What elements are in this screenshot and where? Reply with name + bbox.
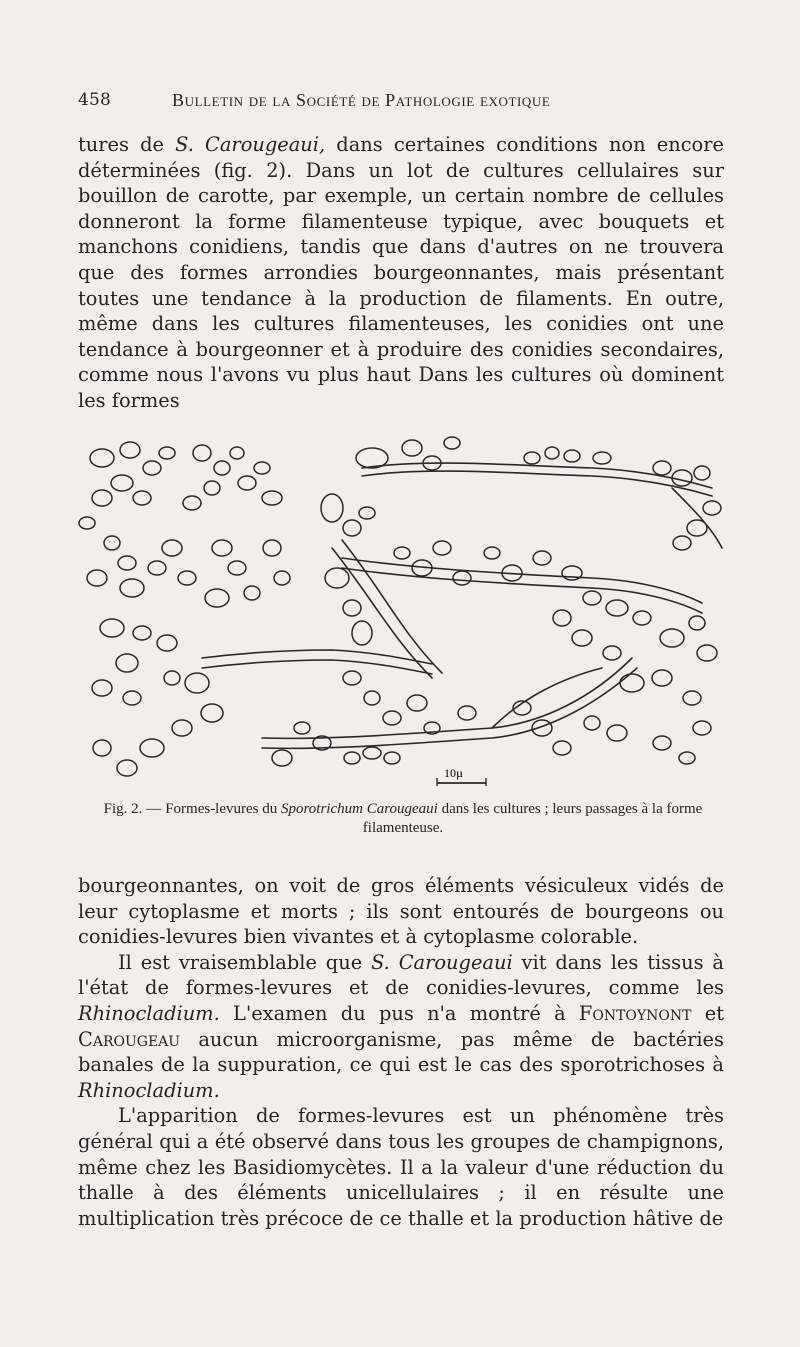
yeast-cell <box>93 740 111 756</box>
yeast-cell <box>343 520 361 536</box>
yeast-cell <box>178 571 196 585</box>
yeast-cell <box>703 501 721 515</box>
yeast-cell <box>244 586 260 600</box>
yeast-cell <box>453 571 471 585</box>
yeast-cell <box>533 551 551 565</box>
yeast-cell <box>111 475 133 491</box>
yeast-cell <box>133 491 151 505</box>
yeast-cell <box>263 540 281 556</box>
yeast-cell <box>254 462 270 474</box>
yeast-cell <box>603 646 621 660</box>
yeast-cell <box>120 579 144 597</box>
hypha <box>342 558 702 603</box>
yeast-cell <box>92 490 112 506</box>
yeast-cell <box>205 589 229 607</box>
caption-label: Fig. 2. — <box>103 801 162 817</box>
yeast-cell <box>325 568 349 588</box>
yeast-cell <box>359 507 375 519</box>
yeast-cell <box>183 496 201 510</box>
yeast-cell <box>553 610 571 626</box>
yeast-cell <box>364 691 380 705</box>
paragraph: bourgeonnantes, on voit de gros éléments vésiculeux vidés de leur cytoplasme et morts ; ils sont entourés de bourgeons ou conidies-levures bien vivantes et à cytoplasme colorable. <box>78 874 724 949</box>
yeast-cell <box>484 547 500 559</box>
scale-bar <box>437 766 486 786</box>
yeast-cell <box>228 561 246 575</box>
yeast-cell <box>356 448 388 468</box>
body-text-bottom <box>78 873 724 1231</box>
yeast-cell <box>193 445 211 461</box>
yeast-cell <box>162 540 182 556</box>
page-number: 458 <box>78 90 112 110</box>
yeast-cell <box>679 752 695 764</box>
body-text-top <box>78 132 724 414</box>
yeast-cell <box>620 674 644 692</box>
journal-title: Bulletin de la Société de Pathologie exotique <box>172 90 551 110</box>
hypha <box>202 650 432 664</box>
yeast-cell <box>693 721 711 735</box>
hypha <box>342 540 442 673</box>
yeast-cell <box>593 452 611 464</box>
hypha <box>332 548 432 678</box>
yeast-cell <box>607 725 627 741</box>
yeast-cell <box>133 626 151 640</box>
species-name: S. Carougeaui, <box>175 133 326 156</box>
yeast-cell <box>653 736 671 750</box>
yeast-cell <box>274 571 290 585</box>
author-name: Carougeau <box>78 1027 181 1051</box>
yeast-cell <box>394 547 410 559</box>
paragraph: tures de S. Carougeaui, dans certaines conditions non encore déterminées (fig. 2). Dans un lot de cultures cellulaires sur bouillon de carotte, par exemple, un certain nombre de cellules donneront la forme filamenteuse typique, avec bouquets et manchons conidiens, tandis que dans d'autres on ne trouvera que des formes arrondies bourgeonnantes, mais présentant toutes une tendance à la production de filaments. En outre, même dans les cultures filamenteuses, les conidies ont une tendance à bourgeonner et à produire des conidies secondaires, comme nous l'avons vu plus haut Dans les cultures où dominent les formes <box>78 133 724 412</box>
yeast-cell <box>433 541 451 555</box>
yeast-cell <box>172 720 192 736</box>
yeast-cell <box>321 494 343 522</box>
yeast-cell <box>123 691 141 705</box>
yeast-cell <box>545 447 559 459</box>
yeast-cell <box>694 466 710 480</box>
yeast-cell <box>697 645 717 661</box>
yeast-cell <box>384 752 400 764</box>
yeast-cell <box>201 704 223 722</box>
yeast-cell <box>532 720 552 736</box>
yeast-cell <box>100 619 124 637</box>
yeast-cell <box>633 611 651 625</box>
paragraph: L'apparition de formes-levures est un phénomène très général qui a été observé dans tous les groupes de champignons, même chez les Basidiomycètes. Il a la valeur d'une réduction du thalle à des éléments unicellulaires ; il en résulte une multiplication très précoce de ce thalle et la production hâtive de <box>78 1104 724 1230</box>
yeast-cell <box>87 570 107 586</box>
yeast-cell <box>238 476 256 490</box>
yeast-cell <box>562 566 582 580</box>
figure-2 <box>72 428 732 798</box>
yeast-cell <box>583 591 601 605</box>
yeast-cell <box>689 616 705 630</box>
yeast-cell <box>553 741 571 755</box>
yeast-cell <box>564 450 580 462</box>
yeast-cell <box>185 673 209 693</box>
yeast-cell <box>90 449 114 467</box>
yeast-cell <box>458 706 476 720</box>
yeast-cell <box>363 747 381 759</box>
yeast-cell <box>104 536 120 550</box>
yeast-cell <box>343 671 361 685</box>
yeast-cell <box>383 711 401 725</box>
yeast-cell <box>120 442 140 458</box>
yeast-cell <box>344 752 360 764</box>
yeast-cell <box>572 630 592 646</box>
figure-illustration <box>72 428 732 798</box>
yeast-cell <box>117 760 137 776</box>
yeast-cell <box>143 461 161 475</box>
yeast-cell <box>159 447 175 459</box>
yeast-cell <box>652 670 672 686</box>
yeast-cell <box>402 440 422 456</box>
paragraph: Il est vraisemblable que S. Carougeaui vit dans les tissus à l'état de formes-levures et de conidies-levures, comme les Rhinocladium. L'examen du pus n'a montré à Fontoynont et Carougeau aucun microorganisme, pas même de bactéries banales de la suppuration, ce qui est le cas des sporotrichoses à Rhinocladium. <box>78 950 724 1102</box>
yeast-cell <box>352 621 372 645</box>
yeast-cell <box>272 750 292 766</box>
yeast-cell <box>116 654 138 672</box>
yeast-cell <box>294 722 310 734</box>
yeast-cell <box>653 461 671 475</box>
yeast-cell <box>606 600 628 616</box>
yeast-cell <box>204 481 220 495</box>
yeast-cell <box>687 520 707 536</box>
yeast-cell <box>118 556 136 570</box>
yeast-cell <box>584 716 600 730</box>
yeast-cell <box>92 680 112 696</box>
yeast-cell <box>444 437 460 449</box>
hypha <box>202 660 432 674</box>
yeast-cell <box>140 739 164 757</box>
yeast-cell <box>262 491 282 505</box>
yeast-cell <box>164 671 180 685</box>
yeast-cell <box>148 561 166 575</box>
yeast-cell <box>212 540 232 556</box>
yeast-cell <box>660 629 684 647</box>
scale-label: 10µ <box>444 766 463 780</box>
hypha <box>672 488 722 548</box>
hypha <box>262 658 632 738</box>
yeast-cell <box>79 517 95 529</box>
yeast-cell <box>343 600 361 616</box>
yeast-cell <box>673 536 691 550</box>
yeast-cell <box>230 447 244 459</box>
yeast-cell <box>683 691 701 705</box>
figure-caption: Fig. 2. — Formes-levures du Sporotrichum Carougeaui dans les cultures ; leurs passages à la forme filamenteuse. <box>103 801 703 836</box>
author-name: Fontoynont <box>578 1001 692 1025</box>
yeast-cell <box>214 461 230 475</box>
yeast-cell <box>407 695 427 711</box>
yeast-cell <box>157 635 177 651</box>
yeast-cell <box>524 452 540 464</box>
